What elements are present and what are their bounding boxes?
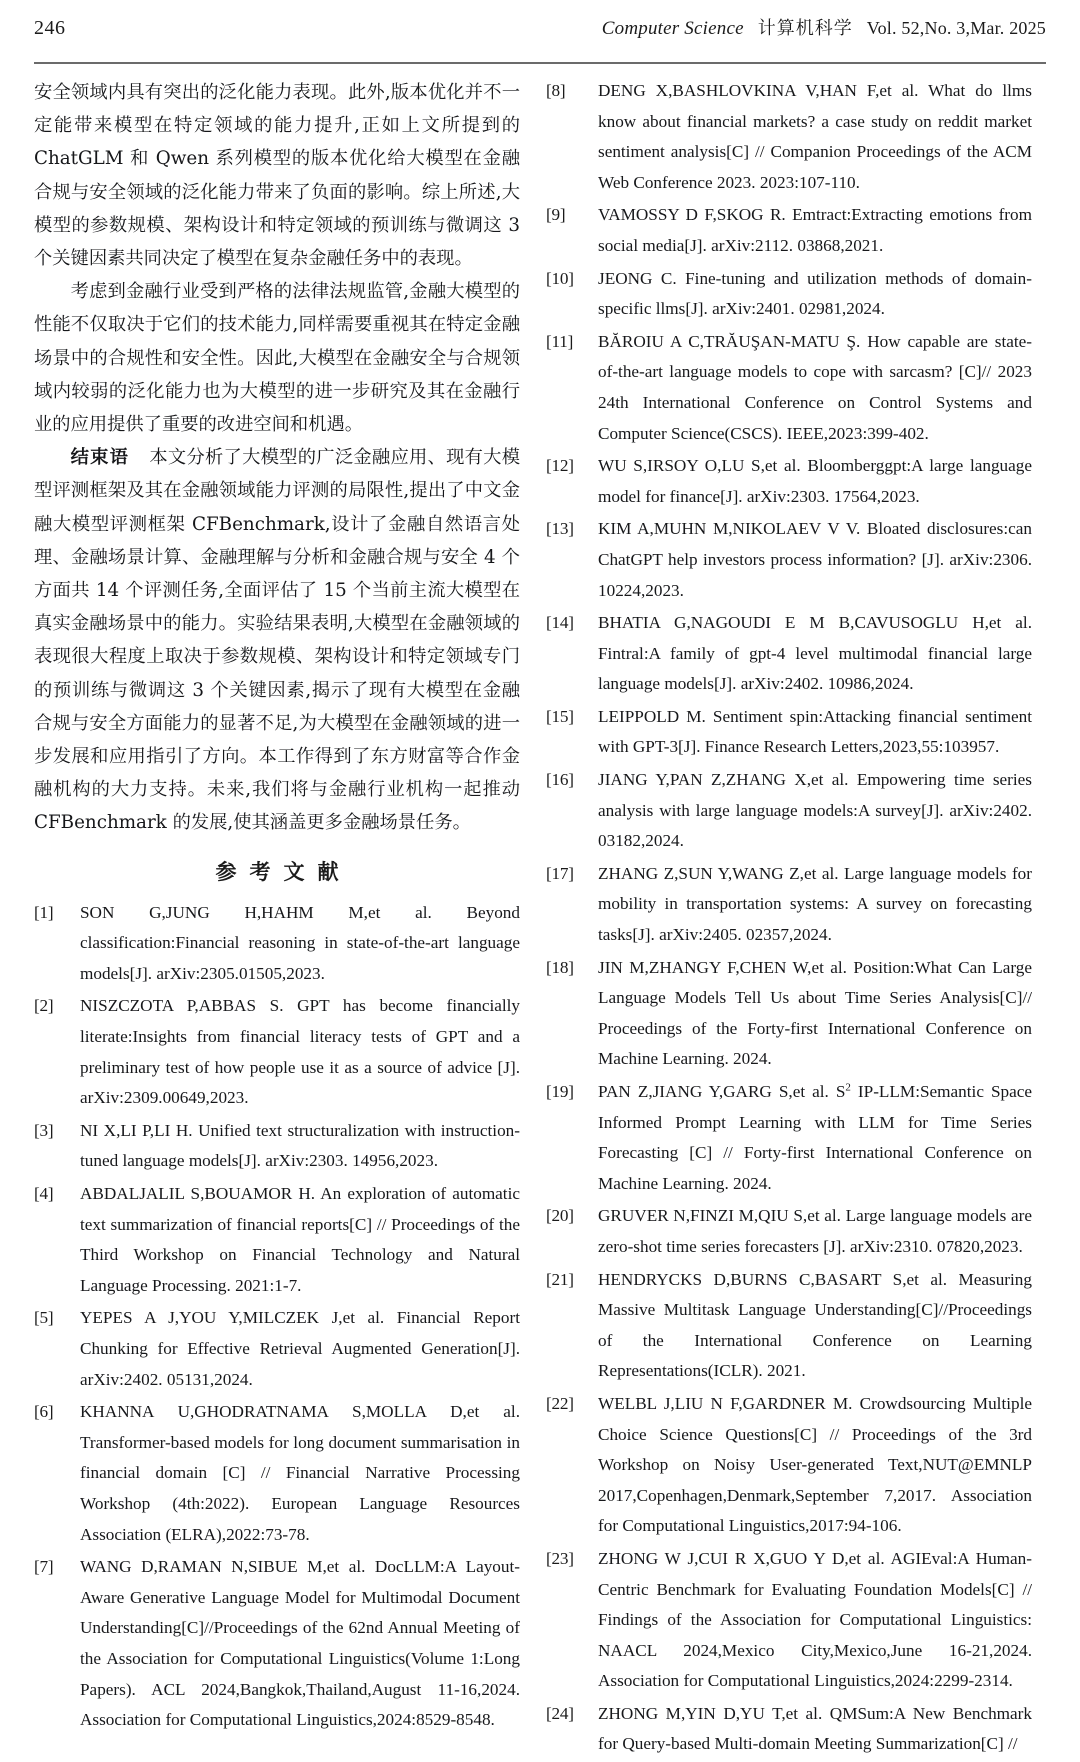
reference-item <box>546 1077 1032 1199</box>
reference-text: JIANG Y,PAN Z,ZHANG X,et al. Empowering time series analysis with large language models:A survey[J]. arXiv:2402. 03182,2024. <box>598 770 1032 851</box>
reference-number: [11] <box>546 331 574 351</box>
reference-list-right <box>546 76 1032 1760</box>
reference-number: [15] <box>546 706 574 726</box>
reference-number: [17] <box>546 863 574 883</box>
reference-item <box>546 264 1032 325</box>
reference-text: JEONG C. Fine-tuning and utilization methods of domain-specific llms[J]. arXiv:2401. 02981,2024. <box>598 268 1032 319</box>
reference-text: ZHONG M,YIN D,YU T,et al. QMSum:A New Benchmark for Query-based Multi-domain Meeting Summarization[C] // <box>598 1703 1032 1754</box>
reference-number: [5] <box>34 1308 54 1328</box>
reference-number: [4] <box>34 1184 54 1204</box>
reference-item <box>546 765 1032 857</box>
reference-item <box>546 76 1032 198</box>
header-rule <box>34 62 1046 64</box>
journal-title-cn: 计算机科学 <box>757 18 853 39</box>
left-column <box>34 76 520 1762</box>
reference-item <box>34 898 520 990</box>
reference-text: BHATIA G,NAGOUDI E M B,CAVUSOGLU H,et al. Fintral:A family of gpt-4 level multimodal financial large language models[J]. arXiv:2402. 10986,2024. <box>598 613 1032 694</box>
reference-number: [13] <box>546 519 574 539</box>
reference-number: [14] <box>546 613 574 633</box>
reference-item <box>546 1389 1032 1542</box>
reference-item <box>546 514 1032 606</box>
reference-item <box>546 608 1032 700</box>
reference-text: ABDALJALIL S,BOUAMOR H. An exploration of automatic text summarization of financial reports[C] // Proceedings of the Third Workshop on Financial Technology and Natural Language Processing. 2021:1-7. <box>80 1184 520 1295</box>
reference-item <box>34 1552 520 1736</box>
reference-text: BĂROIU A C,TRĂUŞAN-MATU Ş. How capable are state-of-the-art language models to cope with sarcasm? [C]// 2023 24th International Conference on Control Systems and Computer Science(CSCS). IEEE,2023:399-402. <box>598 331 1032 443</box>
reference-item <box>546 327 1032 449</box>
reference-text: LEIPPOLD M. Sentiment spin:Attacking financial sentiment with GPT-3[J]. Finance Research Letters,2023,55:103957. <box>598 706 1032 757</box>
reference-text: KHANNA U,GHODRATNAMA S,MOLLA D,et al. Transformer-based models for long document summarisation in financial domain [C] // Financial Narrative Processing Workshop (4th:2022). European Language Resources Association (ELRA),2022:73-78. <box>80 1402 520 1544</box>
reference-item <box>34 1397 520 1550</box>
reference-item <box>546 859 1032 951</box>
page-number: 246 <box>34 17 66 39</box>
reference-item <box>34 1179 520 1301</box>
reference-number: [18] <box>546 957 574 977</box>
references-heading: 参考文献 <box>215 858 352 884</box>
reference-number: [1] <box>34 902 54 922</box>
reference-item <box>546 1544 1032 1697</box>
conclusion-paragraph <box>34 441 520 839</box>
reference-item <box>34 1116 520 1177</box>
reference-text: GRUVER N,FINZI M,QIU S,et al. Large language models are zero-shot time series forecasters [J]. arXiv:2310. 07820,2023. <box>598 1206 1032 1256</box>
reference-item <box>546 451 1032 512</box>
reference-item <box>546 1699 1032 1760</box>
reference-number: [8] <box>546 81 566 100</box>
reference-item <box>546 1201 1032 1262</box>
reference-number: [20] <box>546 1206 574 1226</box>
reference-number: [10] <box>546 268 574 288</box>
reference-item <box>546 953 1032 1075</box>
reference-number: [16] <box>546 770 574 790</box>
reference-number: [21] <box>546 1269 574 1289</box>
reference-number: [24] <box>546 1703 574 1723</box>
right-column <box>546 76 1032 1762</box>
reference-number: [22] <box>546 1393 574 1413</box>
reference-text: HENDRYCKS D,BURNS C,BASART S,et al. Measuring Massive Multitask Language Understanding[C]//Proceedings of the International Conference on Learning Representations(ICLR). 2021. <box>598 1269 1032 1381</box>
reference-item <box>34 1303 520 1395</box>
running-head <box>34 0 1046 60</box>
reference-text: VAMOSSY D F,SKOG R. Emtract:Extracting emotions from social media[J]. arXiv:2112. 03868,2021. <box>598 205 1032 255</box>
reference-number: [23] <box>546 1548 574 1568</box>
reference-number: [6] <box>34 1402 54 1422</box>
reference-text: YEPES A J,YOU Y,MILCZEK J,et al. Financial Report Chunking for Effective Retrieval Augmented Generation[J]. arXiv:2402. 05131,2024. <box>80 1308 520 1389</box>
reference-item <box>546 702 1032 763</box>
reference-text: ZHONG W J,CUI R X,GUO Y D,et al. AGIEval:A Human-Centric Benchmark for Evaluating Foundation Models[C] // Findings of the Association for Computational Linguistics: NAACL 2024,Mexico City,Mexico,June 16-21,2024. Association for Computational Linguistics,2024:2299-2314. <box>598 1548 1032 1691</box>
body-paragraph-2: 考虑到金融行业受到严格的法律法规监管,金融大模型的性能不仅取决于它们的技术能力,同样需要重视其在特定金融场景中的合规性和安全性。因此,大模型在金融安全与合规领域内较弱的泛化能力也为大模型的进一步研究及其在金融行业的应用提供了重要的改进空间和机遇。 <box>34 281 520 436</box>
reference-text: WU S,IRSOY O,LU S,et al. Bloomberggpt:A large language model for finance[J]. arXiv:2303. 17564,2023. <box>598 456 1032 506</box>
reference-item <box>546 1265 1032 1387</box>
reference-number: [9] <box>546 205 566 225</box>
conclusion-text: 本文分析了大模型的广泛金融应用、现有大模型评测框架及其在金融领域能力评测的局限性,提出了中文金融大模型评测框架 CFBenchmark,设计了金融自然语言处理、金融场景计算、金融理解与分析和金融合规与安全 4 个方面共 14 个评测任务,全面评估了 15 个当前主流大模型在真实金融场景中的能力。实验结果表明,大模型在金融领域的表现很大程度上取决于参数规模、架构设计和特定领域专门的预训练与微调这 3 个关键因素,揭示了现有大模型在金融合规与安全方面能力的显著不足,为大模型在金融领域的进一步发展和应用指引了方向。本工作得到了东方财富等合作金融机构的大力支持。未来,我们将与金融行业机构一起推动 CFBenchmark 的发展,使其涵盖更多金融场景任务。 <box>34 447 521 834</box>
reference-text: PAN Z,JIANG Y,GARG S,et al. $S^2$ IP-LLM:Semantic Space Informed Prompt Learning with LLM for Time Series Forecasting [C] // Forty-first International Conference on Machine Learning. 2024. <box>598 1081 1032 1193</box>
reference-text: WELBL J,LIU N F,GARDNER M. Crowdsourcing Multiple Choice Science Questions[C] // Proceedings of the 3rd Workshop on Noisy User-generated Text,NUT@EMNLP 2017,Copenhagen,Denmark,September 7,2017. Association for Computational Linguistics,2017:94-106. <box>598 1393 1032 1536</box>
reference-item <box>546 200 1032 261</box>
reference-text: NISZCZOTA P,ABBAS S. GPT has become financially literate:Insights from financial literacy tests of GPT and a preliminary test of how people use it as a source of advice [J]. arXiv:2309.00649,2023. <box>80 996 520 1108</box>
issue-info: Vol. 52,No. 3,Mar. 2025 <box>866 18 1046 38</box>
reference-item <box>34 991 520 1113</box>
reference-text: ZHANG Z,SUN Y,WANG Z,et al. Large language models for mobility in transportation systems: A survey on forecasting tasks[J]. arXiv:2405. 02357,2024. <box>598 863 1032 945</box>
running-head-right <box>602 14 1046 40</box>
reference-number: [7] <box>34 1557 54 1577</box>
reference-text: WANG D,RAMAN N,SIBUE M,et al. DocLLM:A Layout-Aware Generative Language Model for Multimodal Document Understanding[C]//Proceedings of the 62nd Annual Meeting of the Association for Computational Linguistics(Volume 1:Long Papers). ACL 2024,Bangkok,Thailand,August 11-16,2024. Association for Computational Linguistics,2024:8529-8548. <box>80 1557 520 1730</box>
reference-text: KIM A,MUHN M,NIKOLAEV V V. Bloated disclosures:can ChatGPT help investors process information? [J]. arXiv:2306. 10224,2023. <box>598 519 1032 600</box>
two-column-layout <box>34 76 1046 1762</box>
reference-number: [2] <box>34 996 54 1016</box>
reference-text: SON G,JUNG H,HAHM M,et al. Beyond classification:Financial reasoning in state-of-the-art language models[J]. arXiv:2305.01505,2023. <box>80 902 520 983</box>
reference-text: DENG X,BASHLOVKINA V,HAN F,et al. What do llms know about financial markets? a case study on reddit market sentiment analysis[C] // Companion Proceedings of the ACM Web Conference 2023. 2023:107-110. <box>598 81 1032 192</box>
reference-text: NI X,LI P,LI H. Unified text structuralization with instruction-tuned language models[J]. arXiv:2303. 14956,2023. <box>80 1120 520 1171</box>
reference-number: [12] <box>546 456 574 476</box>
journal-title-en: Computer Science <box>601 18 744 39</box>
reference-text: JIN M,ZHANGY F,CHEN W,et al. Position:What Can Large Language Models Tell Us about Time Series Analysis[C]// Proceedings of the Forty-first International Conference on Machine Learning. 2024. <box>598 957 1032 1069</box>
conclusion-label: 结束语 <box>70 447 130 469</box>
reference-list-left <box>34 898 520 1736</box>
reference-number: [19] <box>546 1082 574 1101</box>
reference-number: [3] <box>34 1120 54 1140</box>
body-paragraph-1: 安全领域内具有突出的泛化能力表现。此外,版本优化并不一定能带来模型在特定领域的能力提升,正如上文所提到的 ChatGLM 和 Qwen 系列模型的版本优化给大模型在金融合规与安全领域的泛化能力带来了负面的影响。综上所述,大模型的参数规模、架构设计和特定领域的预训练与微调这 3 个关键因素共同决定了模型在复杂金融任务中的表现。 <box>34 82 520 270</box>
